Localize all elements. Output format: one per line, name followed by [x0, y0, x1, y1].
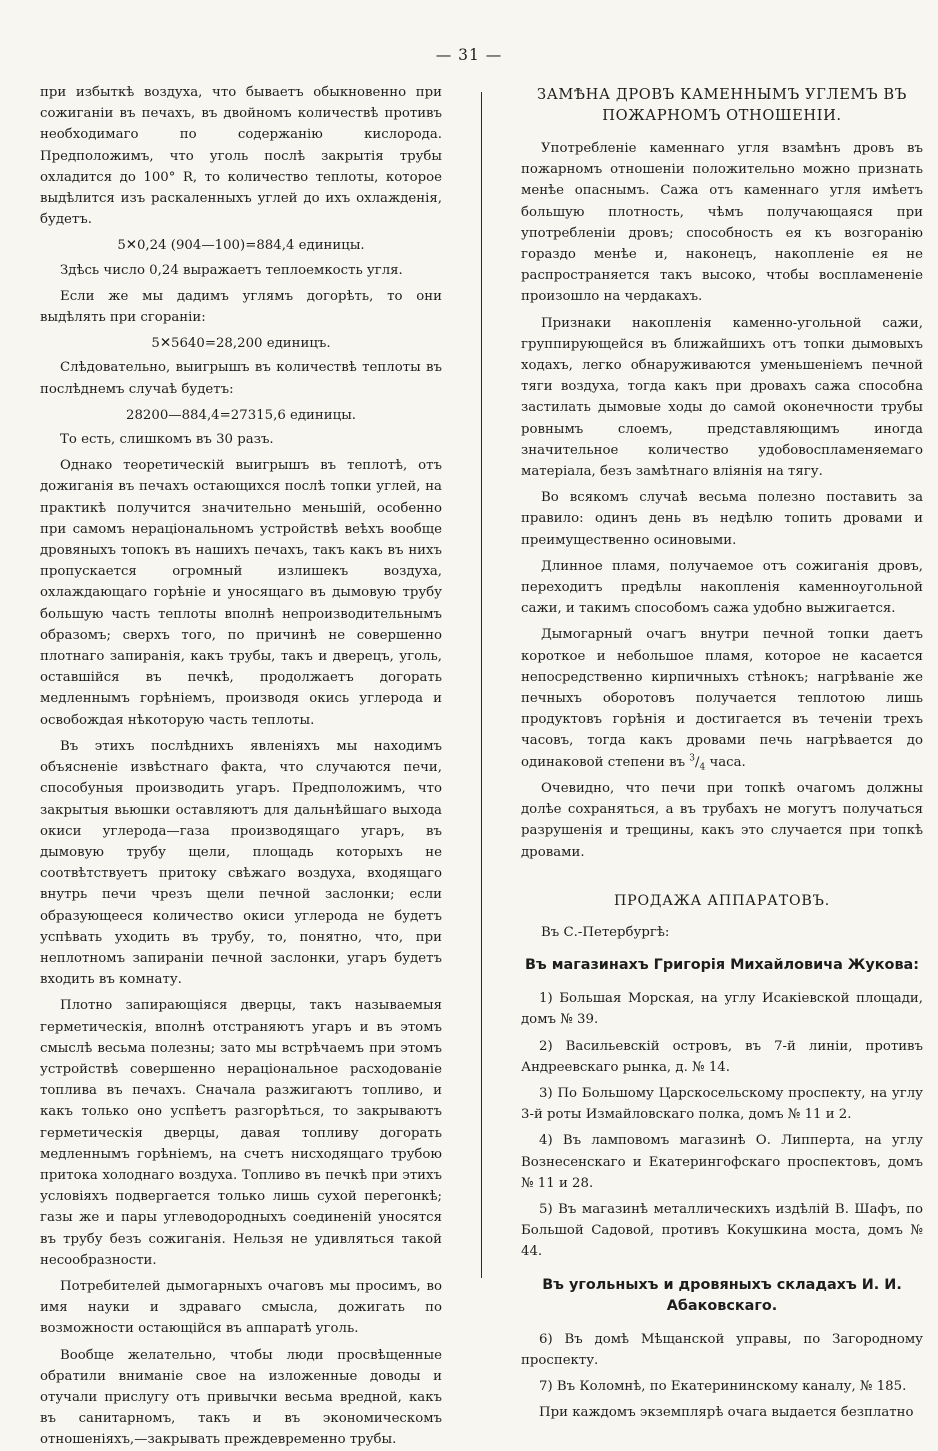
paragraph: Въ этихъ послѣднихъ явленіяхъ мы находимъ объясненіе извѣстнаго факта, что случаются печи, способуныя производить угаръ. Предположимъ, что закрытыя вьюшки оставляютъ для дальнѣйшаго выхода окиси углерода—газа производящаго угаръ, въ дымовую трубу щели, площадь которыхъ не соотвѣтствуетъ притоку свѣжаго воздуха, входящаго внутрь печи чрезъ щели печной заслонки; если образующееся количество окиси углерода не будетъ успѣвать уходить въ трубу, то, понятно, что, при неплотномъ запираніи печной заслонки, угаръ будетъ входить въ комнату. [40, 738, 442, 988]
shop-heading: Въ угольныхъ и дровяныхъ складахъ И. И. Абаковскаго. [542, 1276, 902, 1314]
paragraph-text: Дымогарный очагъ внутри печной топки даетъ короткое и небольшое пламя, которое не касается непосредственно кирпичныхъ стѣнокъ; нагрѣваніе же печныхъ оборотовъ получается теплотою лишь продуктовъ горѣнія и достигается въ теченіи трехъ часовъ, тогда какъ дровами печь нагрѣвается до одинаковой степени въ [521, 627, 923, 770]
right-column [521, 82, 923, 1421]
list-item: 5) Въ магазинѣ металлическихъ издѣлій В. Шафъ, по Большой Садовой, противъ Кокушкина моста, домъ № 44. [521, 1201, 923, 1260]
formula: 5✕5640=28,200 единицъ. [151, 336, 331, 352]
paragraph: То есть, слишкомъ въ 30 разъ. [60, 432, 274, 448]
paragraph: Здѣсь число 0,24 выражаетъ теплоемкость угля. [60, 262, 403, 278]
paragraph: Длинное пламя, получаемое отъ сожиганія дровъ, переходитъ предѣлы накопленія каменноугольной сажи, и такимъ способомъ сажа удобно выжигается. [521, 558, 923, 617]
paragraph: Потребителей дымогарныхъ очаговъ мы просимъ, во имя науки и здраваго смысла, дожигать по возможности остающійся въ аппаратѣ уголь. [40, 1278, 442, 1337]
paragraph: Употребленіе каменнаго угля взамѣнъ дровъ въ пожарномъ отношеніи положительно можно признать менѣе опаснымъ. Сажа отъ каменнаго угля имѣетъ большую плотность, чѣмъ получающаяся при употребленіи дровъ; способность ея къ возгоранію гораздо менѣе и, наконецъ, накопленіе ея не распространяется такъ высоко, чтобы воспламененіе произошло на чердакахъ. [521, 141, 923, 305]
city-line: Въ С.-Петербургѣ: [541, 924, 670, 940]
sale-heading: ПРОДАЖА АППАРАТОВЪ. [613, 892, 831, 909]
shop-heading: Въ магазинахъ Григорія Михайловича Жукова: [524, 957, 920, 974]
paragraph: Вообще желательно, чтобы люди просвѣщенные обратили вниманіе свое на изложенные доводы и отучали прислугу отъ привычки весьма вредной, какъ въ санитарномъ, такъ и въ экономическомъ отношеніяхъ,—закрывать преждевременно трубы. [40, 1347, 442, 1448]
paragraph: Признаки накопленія каменно-угольной сажи, группирующейся въ ближайшихъ отъ топки дымовыхъ ходахъ, легко обнаруживаются уменьшеніемъ печной тяги воздуха, тогда какъ при дровахъ сажа способна застилать дымовые ходы до самой оконечности трубы ровнымъ слоемъ, представляющимъ иногда значительное количество удобовоспламеняемаго матеріала, безъ замѣтнаго вліянія на тягу. [521, 315, 923, 480]
paragraph: при избыткѣ воздуха, что бываетъ обыкновенно при сожиганіи въ печахъ, въ двойномъ количествѣ противъ необходимаго по содержанію кислорода. Предположимъ, что уголь послѣ закрытія трубы охладится до 100° R, то количество теплоты, которое выдѣлится изъ раскаленныхъ углей до ихъ охлажденія, будетъ. [40, 85, 442, 228]
paragraph: Слѣдовательно, выигрышъ въ количествѣ теплоты въ послѣднемъ случаѣ будетъ: [40, 360, 442, 397]
fraction-numerator: 3 [689, 753, 696, 764]
list-item: 2) Васильевскій островъ, въ 7-й линіи, противъ Андреевскаго рынка, д. № 14. [521, 1038, 923, 1075]
paragraph: Однако теоретическій выигрышъ въ теплотѣ, отъ дожиганія въ печахъ остающихся послѣ топки углей, на практикѣ получится значительно меньшій, особенно при самомъ нераціональномъ устройствѣ вeѣхъ вообще дровяныхъ топокъ въ нашихъ печахъ, такъ какъ въ нихъ пропускается огромный излишекъ воздуха, охлаждающагo горѣніе и уносящаго въ дымовую трубу большую часть теплоты вполнѣ непроизводительнымъ образомъ; сверхъ того, по причинѣ не совершенно плотнаго запиранія, какъ трубы, такъ и дверецъ, уголь, оставшійся въ печкѣ, продолжаетъ догорать медленнымъ горѣніемъ, производя окись углерода и освобождая нѣкоторую часть теплоты. [40, 458, 442, 728]
fraction-denominator: 4 [699, 762, 706, 773]
paragraph: Дымогарный очагъ внутри печной топки даетъ короткое и небольшое пламя, которое не касается непосредственно кирпичныхъ стѣнокъ; нагрѣваніе же печныхъ оборотовъ получается теплотою лишь продуктовъ горѣнія и достигается въ теченіи трехъ часовъ, тогда какъ дровами печь нагрѣвается до одинаковой степени въ $^3/_4$ часа. [521, 627, 923, 773]
list-item: 7) Въ Коломнѣ, по Екатерининскому каналу, № 185. [539, 1378, 907, 1394]
formula: 5✕0,24 (904—100)=884,4 единицы. [117, 238, 365, 254]
paragraph: Плотно запирающіяся дверцы, такъ называемыя герметическія, вполнѣ отстраняютъ угаръ и въ этомъ смыслѣ весьма полезны; зато мы встрѣчаемъ при этомъ устройствѣ совершенно нераціональное расходованіе топлива въ печахъ. Сначала разжигаютъ топливо, и какъ только оно успѣетъ разгорѣться, то закрываютъ герметическія дверцы, давая топливу догорать медленнымъ горѣніемъ, на счетъ нисходящаго трубою притока холоднаго воздуха. Топливо въ печкѣ при этихъ условіяхъ подвергается только лишь сухой перегонкѣ; газы же и пары углеводородныхъ соединеній уносятся въ трубу безъ сожиганія. Нельзя не удивляться такой несообразности. [40, 998, 442, 1268]
paragraph: При каждомъ экземплярѣ очага выдается безплатно [539, 1405, 914, 1421]
paragraph: Во всякомъ случаѣ весьма полезно поставить за правило: одинъ день въ недѣлю топить дровами и преимущественно осиновыми. [521, 490, 923, 548]
section-heading: ЗАМѢНА ДРОВЪ КАМЕННЫМЪ УГЛЕМЪ ВЪ ПОЖАРНОМЪ ОТНОШЕНІИ. [537, 86, 907, 124]
list-item: 1) Большая Морская, на углу Исакіевской площади, домъ № 39. [521, 991, 923, 1028]
list-item: 3) По Большому Царскосельскому проспекту, на углу 3-й роты Измайловскаго полка, домъ № 11 и 2. [521, 1085, 923, 1123]
paragraph: Очевидно, что печи при топкѣ очагомъ должны долѣе сохраняться, а въ трубахъ не могутъ получаться разрушенія и трещины, какъ это случается при топкѣ дровами. [521, 780, 923, 860]
list-item: 4) Въ ламповомъ магазинѣ О. Липперта, на углу Вознесенскаго и Екатерингофскаго проспектовъ, домъ № 11 и 28. [521, 1133, 923, 1191]
paragraph: Если же мы дадимъ углямъ догорѣть, то они выдѣлять при сгораніи: [40, 288, 442, 326]
list-item: 6) Въ домѣ Мѣщанской управы, по Загородному проспекту. [521, 1331, 923, 1368]
left-column [40, 82, 442, 1448]
column-divider [481, 92, 482, 1278]
formula: 28200—884,4=27315,6 единицы. [125, 407, 357, 423]
paragraph-tail: часа. [705, 754, 746, 770]
page-number: — 31 — [435, 46, 503, 64]
